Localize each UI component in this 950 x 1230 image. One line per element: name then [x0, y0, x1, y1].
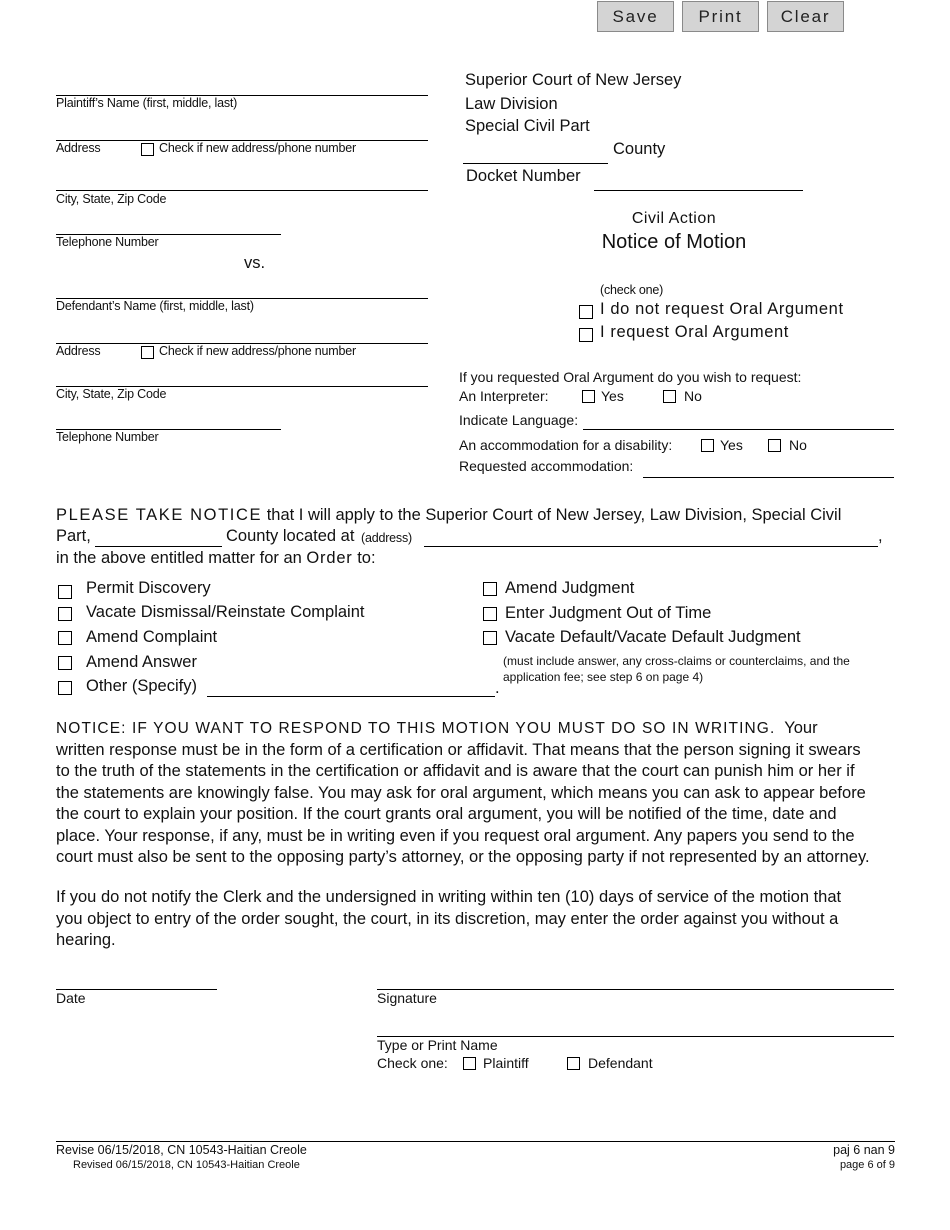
plaintiff-city-label: City, State, Zip Code [56, 192, 167, 206]
ten-days-line-0: If you do not notify the Clerk and the undersigned in writing within ten (10) days of service of the motion that [56, 888, 842, 906]
court-division: Law Division [465, 95, 558, 113]
ten-days-paragraph [56, 887, 901, 952]
footer-divider [56, 1141, 895, 1142]
no-oral-argument-checkbox[interactable] [579, 305, 593, 319]
signature-label: Signature [377, 990, 437, 1006]
notice-address-field[interactable] [424, 546, 878, 547]
oral-argument-label: I request Oral Argument [600, 323, 789, 341]
amend-answer-label: Amend Answer [86, 653, 197, 671]
enter-judgment-checkbox[interactable] [483, 607, 497, 621]
notice-of-motion-title: Notice of Motion [601, 231, 747, 253]
court-name: Superior Court of New Jersey [465, 71, 682, 89]
county-label: County [613, 140, 666, 158]
plaintiff-telephone-label: Telephone Number [56, 235, 159, 249]
check-one-label: (check one) [600, 283, 664, 297]
accommodation-yes-label: Yes [720, 437, 743, 453]
interpreter-no-label: No [684, 388, 702, 404]
requested-accommodation-label: Requested accommodation: [459, 458, 634, 474]
amend-judgment-checkbox[interactable] [483, 582, 497, 596]
notice-line-3 [56, 549, 376, 568]
footer-revision-english: Revised 06/15/2018, CN 10543-Haitian Creole [73, 1159, 300, 1171]
warning-line-4: the court to explain your position. If the court grants oral argument, you will be notified of the time, date and [56, 805, 837, 823]
interpreter-no-checkbox[interactable] [663, 390, 676, 403]
requested-accommodation-field[interactable] [643, 477, 894, 478]
warning-line-3: the statements are knowingly false. You may ask for oral argument, which means you can ask to appear before [56, 783, 866, 802]
other-specify-label: Other (Specify) [86, 677, 197, 695]
vacate-default-label: Vacate Default/Vacate Default Judgment [505, 628, 801, 646]
versus-text: vs. [244, 254, 266, 272]
print-name-label: Type or Print Name [377, 1037, 498, 1053]
civil-action-label: Civil Action [631, 210, 717, 227]
warning-paragraph [56, 718, 901, 869]
accommodation-yes-checkbox[interactable] [701, 439, 714, 452]
options-note-2: application fee; see step 6 on page 4) [503, 670, 704, 684]
language-field[interactable] [583, 429, 894, 430]
vacate-default-checkbox[interactable] [483, 631, 497, 645]
warning-line-0: Your [784, 719, 818, 737]
signature-field[interactable] [377, 989, 894, 990]
no-oral-argument-label: I do not request Oral Argument [600, 300, 844, 318]
accommodation-no-label: No [789, 437, 807, 453]
county-located-label: County located at [226, 527, 355, 545]
order-word: Order [306, 549, 353, 567]
warning-line-6: court must also be sent to the opposing party’s attorney, or the opposing party if not represented by an attorney. [56, 848, 870, 866]
save-button[interactable]: Save [597, 1, 674, 32]
interpreter-yes-label: Yes [601, 388, 624, 404]
court-part: Special Civil Part [465, 117, 590, 135]
other-specify-period: . [495, 679, 500, 697]
signer-check-one-label: Check one: [377, 1055, 448, 1071]
defendant-new-address-checkbox[interactable] [141, 346, 154, 359]
warning-line-2: to the truth of the statements in the certification or affidavit and is aware that the court can punish him or her if [56, 762, 855, 780]
date-label: Date [56, 990, 86, 1006]
plaintiff-name-label: Plaintiff’s Name (first, middle, last) [56, 96, 238, 110]
accommodation-label: An accommodation for a disability: [459, 437, 673, 453]
notice-line-3-a: in the above entitled matter for an [56, 549, 302, 567]
vacate-dismissal-label: Vacate Dismissal/Reinstate Complaint [86, 603, 365, 621]
signer-defendant-checkbox[interactable] [567, 1057, 580, 1070]
amend-judgment-label: Amend Judgment [505, 579, 635, 597]
warning-line-5: place. Your response, if any, must be in writing even if you request oral argument. Any papers you send to the [56, 826, 855, 845]
defendant-new-address-label: Check if new address/phone number [159, 344, 356, 358]
warning-caps: NOTICE: IF YOU WANT TO RESPOND TO THIS MOTION YOU MUST DO SO IN WRITING. [56, 720, 776, 737]
ten-days-line-2: hearing. [56, 931, 116, 949]
clear-button[interactable]: Clear [767, 1, 844, 32]
notice-county-field[interactable] [95, 546, 222, 547]
notice-line-3-b: to: [357, 549, 376, 567]
part-label: Part, [56, 527, 91, 545]
notice-line-1-rest: that I will apply to the Superior Court of New Jersey, Law Division, Special Civil [266, 506, 842, 524]
signer-defendant-label: Defendant [588, 1055, 653, 1071]
other-specify-field[interactable] [207, 696, 495, 697]
interpreter-label: An Interpreter: [459, 388, 549, 404]
amend-complaint-checkbox[interactable] [58, 631, 72, 645]
notice-line-1 [56, 506, 841, 525]
defendant-address-label: Address [56, 344, 101, 358]
other-specify-checkbox[interactable] [58, 681, 72, 695]
oral-argument-checkbox[interactable] [579, 328, 593, 342]
defendant-name-label: Defendant’s Name (first, middle, last) [56, 299, 254, 313]
address-small-label: (address) [361, 531, 412, 545]
plaintiff-new-address-checkbox[interactable] [141, 143, 154, 156]
signer-plaintiff-checkbox[interactable] [463, 1057, 476, 1070]
amend-answer-checkbox[interactable] [58, 656, 72, 670]
permit-discovery-label: Permit Discovery [86, 579, 211, 597]
signer-plaintiff-label: Plaintiff [483, 1055, 529, 1071]
options-note-1: (must include answer, any cross-claims or counterclaims, and the [503, 654, 850, 668]
language-label: Indicate Language: [459, 412, 579, 428]
docket-number-field[interactable] [594, 190, 803, 191]
please-take-notice: PLEASE TAKE NOTICE [56, 506, 263, 524]
oral-request-heading: If you requested Oral Argument do you wish to request: [459, 369, 802, 385]
accommodation-no-checkbox[interactable] [768, 439, 781, 452]
plaintiff-new-address-label: Check if new address/phone number [159, 141, 356, 155]
enter-judgment-label: Enter Judgment Out of Time [505, 604, 712, 622]
defendant-city-label: City, State, Zip Code [56, 387, 167, 401]
permit-discovery-checkbox[interactable] [58, 585, 72, 599]
amend-complaint-label: Amend Complaint [86, 628, 218, 646]
print-button[interactable]: Print [682, 1, 759, 32]
footer-page-english: page 6 of 9 [839, 1159, 895, 1171]
county-field[interactable] [463, 163, 608, 164]
plaintiff-city-field[interactable] [56, 190, 428, 191]
defendant-telephone-label: Telephone Number [56, 430, 159, 444]
footer-page-creole: paj 6 nan 9 [833, 1143, 895, 1157]
ten-days-line-1: you object to entry of the order sought, the court, in its discretion, may enter the order against you without a [56, 909, 839, 928]
footer-revision-creole: Revise 06/15/2018, CN 10543-Haitian Creole [56, 1143, 307, 1157]
address-comma: , [878, 527, 883, 545]
plaintiff-address-label: Address [56, 141, 101, 155]
interpreter-yes-checkbox[interactable] [582, 390, 595, 403]
docket-number-label: Docket Number [466, 167, 581, 185]
warning-line-1: written response must be in the form of a certification or affidavit. That means that the person signing it swears [56, 740, 861, 759]
vacate-dismissal-checkbox[interactable] [58, 607, 72, 621]
